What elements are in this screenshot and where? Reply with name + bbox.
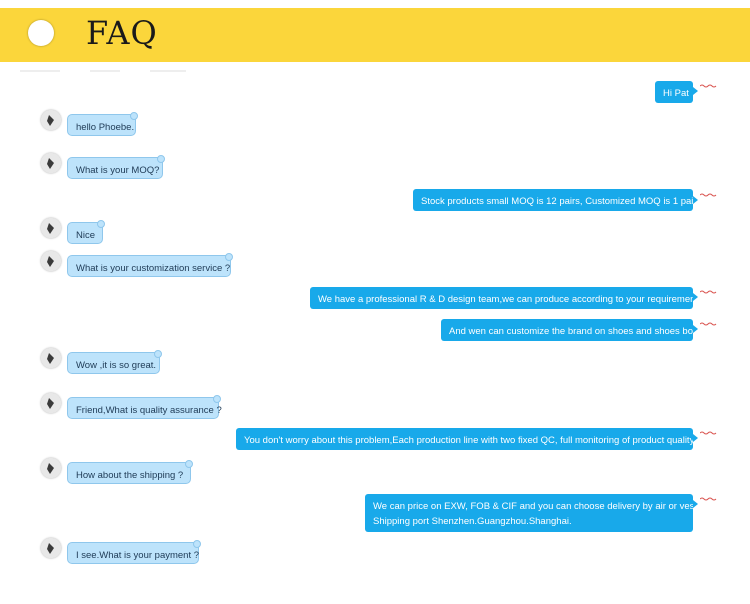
bubble-tail-icon xyxy=(693,87,698,95)
customer-message xyxy=(67,114,136,136)
customer-message xyxy=(67,352,160,374)
avatar xyxy=(41,393,61,413)
squiggle-icon xyxy=(700,431,718,435)
message-text: Stock products small MOQ is 12 pairs, Customized MOQ is 1 pair. xyxy=(421,196,699,207)
divider xyxy=(0,66,750,80)
message-text: Hi Pat xyxy=(663,88,689,99)
squiggle-icon xyxy=(700,290,718,294)
message-text: What is your MOQ? xyxy=(76,165,160,176)
message-text: How about the shipping ? xyxy=(76,470,184,481)
bubble-tail-icon xyxy=(693,434,698,442)
message-text: You don't worry about this problem,Each production line with two fixed QC, full monitoring of product quality. xyxy=(244,435,697,446)
sales-message xyxy=(236,428,697,450)
avatar xyxy=(41,110,61,130)
avatar xyxy=(41,538,61,558)
bubble-tail-icon xyxy=(693,293,698,301)
message-text: Friend,What is quality assurance ? xyxy=(76,405,222,416)
message-text: And wen can customize the brand on shoes and shoes box. xyxy=(449,326,701,337)
message-text: I see.What is your payment ? xyxy=(76,550,200,561)
message-text: Shipping port Shenzhen.Guangzhou.Shanghai. xyxy=(373,516,572,527)
page-title: FAQ xyxy=(86,14,158,52)
message-text: What is your customization service ? xyxy=(76,263,231,274)
message-text: Wow ,it is so great. xyxy=(76,360,157,371)
sales-message xyxy=(413,189,699,211)
bubble-tail-icon xyxy=(693,500,698,508)
sales-message xyxy=(655,81,693,103)
customer-message xyxy=(67,157,163,179)
faq-header xyxy=(0,8,750,62)
avatar xyxy=(41,458,61,478)
avatar xyxy=(41,218,61,238)
sales-message xyxy=(365,494,710,532)
customer-message xyxy=(67,542,199,564)
avatar xyxy=(41,153,61,173)
squiggle-icon xyxy=(700,497,718,501)
squiggle-icon xyxy=(700,84,718,88)
customer-message xyxy=(67,222,103,244)
avatar xyxy=(41,251,61,271)
avatar xyxy=(41,348,61,368)
customer-message xyxy=(67,397,222,419)
customer-message xyxy=(67,255,231,277)
message-text: We have a professional R & D design team,we can produce according to your requirements. xyxy=(318,294,706,305)
message-text: We can price on EXW, FOB & CIF and you can choose delivery by air or vessel. xyxy=(373,501,710,512)
message-text: Nice xyxy=(76,230,96,241)
message-text: hello Phoebe. xyxy=(76,122,135,133)
squiggle-icon xyxy=(700,322,718,326)
sales-message xyxy=(441,319,701,341)
circle-icon xyxy=(28,20,54,46)
sales-message xyxy=(310,287,706,309)
squiggle-icon xyxy=(700,193,718,197)
bubble-tail-icon xyxy=(693,196,698,204)
bubble-tail-icon xyxy=(693,325,698,333)
customer-message xyxy=(67,462,191,484)
